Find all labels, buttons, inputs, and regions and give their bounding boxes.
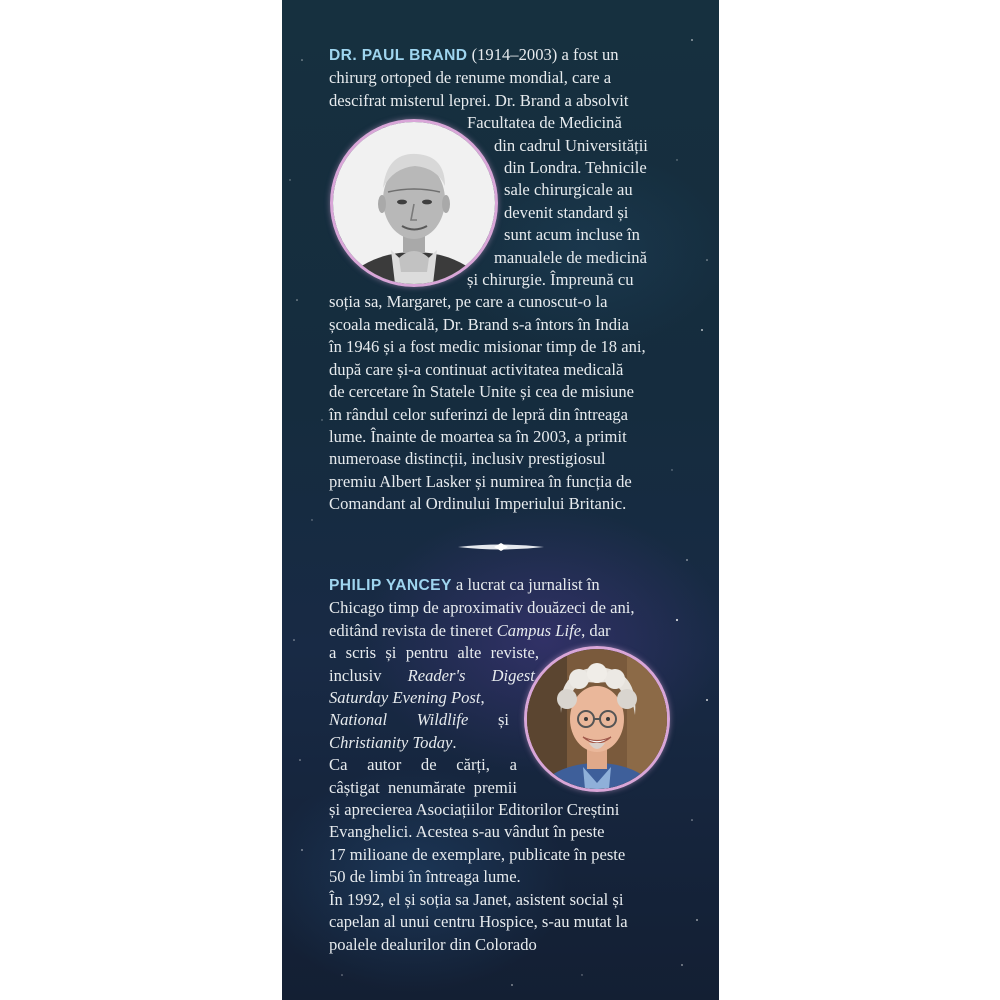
ornament-divider <box>458 541 544 553</box>
magazine-title: National Wildlife <box>329 710 469 730</box>
bio-line: sunt acum incluse în <box>504 225 640 245</box>
bio-line: din cadrul Universității <box>494 135 648 155</box>
bio-line: poalele dealurilor din Colorado <box>329 934 537 954</box>
bio-line: și aprecierea Asociațiilor Editorilor Creștini <box>329 800 620 820</box>
bio-line: manualele de medicină <box>494 247 647 267</box>
bio-line: devenit standard și <box>504 202 629 222</box>
bio-line: Ca autor de cărți, a <box>329 755 517 775</box>
bio-line: editând revista de tineret Campus Life, dar <box>329 620 611 640</box>
bio-line: lume. Înainte de moartea sa în 2003, a primit <box>329 426 627 446</box>
bio-line: școala medicală, Dr. Brand s-a întors în India <box>329 314 629 334</box>
bio-line: Christianity Today. <box>329 732 457 752</box>
bio-line: DR. PAUL BRAND (1914–2003) a fost un <box>329 45 619 64</box>
bio-line: în 1946 și a fost medic misionar timp de 18 ani, <box>329 337 646 357</box>
magazine-title: Christianity Today <box>329 732 453 752</box>
author1-photo <box>333 122 495 284</box>
book-flap-panel <box>282 0 719 1000</box>
bio-line: Evanghelici. Acestea s-au vândut în peste <box>329 822 605 842</box>
magazine-title: Saturday Evening Post <box>329 688 481 708</box>
bio-line: după care și-a continuat activitatea medicală <box>329 359 624 379</box>
bio-line: 50 de limbi în întreaga lume. <box>329 867 521 887</box>
author2-portrait <box>524 646 670 792</box>
bio-line: sale chirurgicale au <box>504 180 633 200</box>
bio-line: numeroase distincții, inclusiv prestigiosul <box>329 449 606 469</box>
author2-name: PHILIP YANCEY <box>329 577 452 594</box>
bio-line: soția sa, Margaret, pe care a cunoscut-o la <box>329 292 608 312</box>
bio-line: capelan al unui centru Hospice, s-au mutat la <box>329 912 628 932</box>
bio-line: Chicago timp de aproximativ douăzeci de ani, <box>329 598 635 618</box>
bio-line: descifrat misterul leprei. Dr. Brand a absolvit <box>329 90 629 110</box>
bio-line: National Wildlife și <box>329 710 510 730</box>
bio-line: chirurg ortoped de renume mondial, care a <box>329 68 612 88</box>
bio-line: premiu Albert Lasker și numirea în funcția de <box>329 471 632 491</box>
bio-line: PHILIP YANCEY a lucrat ca jurnalist în <box>329 575 600 594</box>
author2-photo <box>527 649 667 789</box>
bio-line: în rândul celor suferinzi de lepră din întreaga <box>329 404 629 424</box>
bio-line: de cercetare în Statele Unite și cea de misiune <box>329 382 634 402</box>
author1-portrait <box>330 119 498 287</box>
magazine-title: Reader's Digest <box>407 665 535 685</box>
bio-line: inclusiv Reader's Digest, <box>329 665 539 685</box>
bio-line: Comandant al Ordinului Imperiului Britanic. <box>329 494 627 514</box>
bio-line: 17 milioane de exemplare, publicate în peste <box>329 844 626 864</box>
author1-name: DR. PAUL BRAND <box>329 47 468 64</box>
bio-line: a scris și pentru alte reviste, <box>329 643 539 663</box>
bio-line: Facultatea de Medicină <box>467 113 622 133</box>
bio-line: câștigat nenumărate premii <box>329 777 517 797</box>
bio-line: Saturday Evening Post, <box>329 688 485 708</box>
bio-line: și chirurgie. Împreună cu <box>467 270 634 290</box>
magazine-title: Campus Life <box>496 620 582 640</box>
bio-line: În 1992, el și soția sa Janet, asistent social și <box>329 889 624 909</box>
bio-line: din Londra. Tehnicile <box>504 158 647 178</box>
